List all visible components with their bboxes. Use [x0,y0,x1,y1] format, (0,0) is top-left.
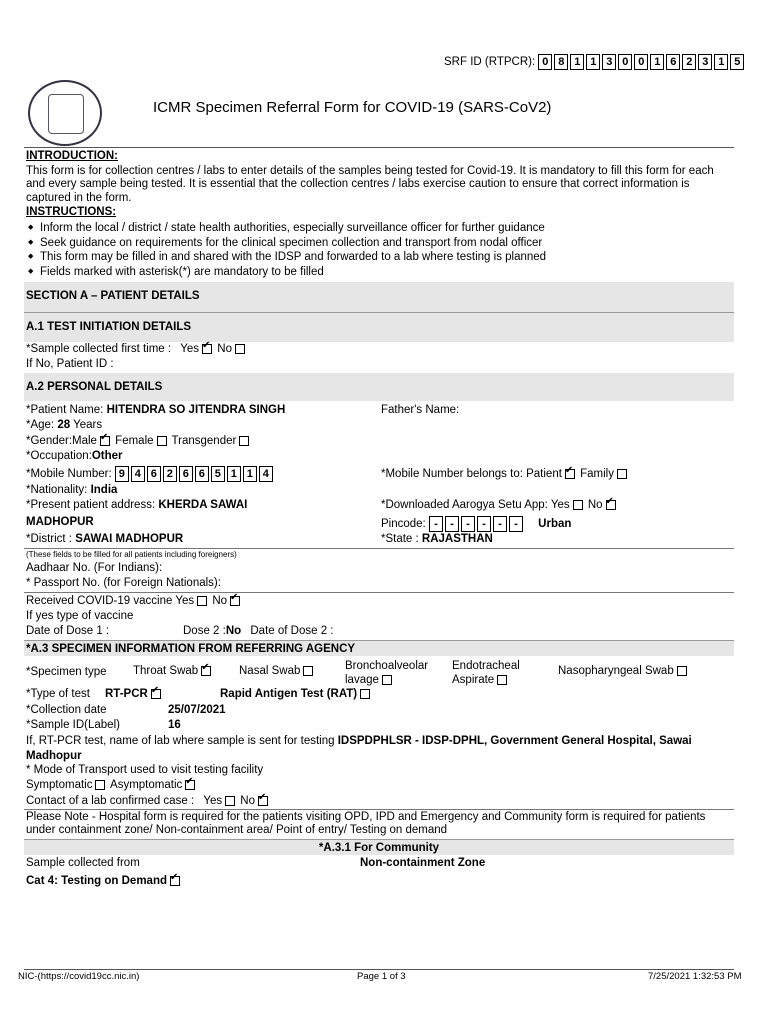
first-time-no-checkbox[interactable] [235,344,245,354]
mobile-digit-box: 5 [211,466,225,482]
state-row: *State : RAJASTHAN [381,533,493,545]
form-title: ICMR Specimen Referral Form for COVID-19 (SARS-CoV2) [153,99,552,116]
symptomatic-checkbox[interactable] [95,780,105,790]
pincode-digit-box: - [477,516,491,532]
aarogya-row: *Downloaded Aarogya Setu App: Yes No✔ [381,499,618,511]
mobile-digit-box: 1 [243,466,257,482]
broncho-checkbox[interactable] [382,675,392,685]
instruction-item: ◆ Inform the local / district / state health authorities, especially surveillance officer for further guidance [26,221,726,236]
transport-label: * Mode of Transport used to visit testing facility [26,764,264,776]
vaccine-row: Received COVID-19 vaccine Yes No✔ [26,595,242,607]
srf-digit-box: 0 [618,54,632,70]
patient-name-value: HITENDRA SO JITENDRA SINGH [106,404,286,416]
specimen-type-label: *Specimen type [26,666,107,678]
aarogya-yes-checkbox[interactable] [573,500,583,510]
pincode-digits [429,516,523,532]
mobile-belongs-row: *Mobile Number belongs to: Patient✔ Family [381,468,629,480]
section-a1-header: A.1 TEST INITIATION DETAILS [24,312,734,342]
srf-digit-box: 5 [730,54,744,70]
mobile-digit-box: 6 [147,466,161,482]
mobile-digit-box: 1 [227,466,241,482]
section-a31-header: *A.3.1 For Community [24,839,734,855]
pincode-digit-box: - [509,516,523,532]
mobile-digit-box: 9 [115,466,129,482]
gender-male-checkbox[interactable] [100,436,110,446]
lab-row: If, RT-PCR test, name of lab where sample is sent for testing IDSPDPHLSR - IDSP-DPHL, Government General Hospital, Sawai Madhopur [26,735,692,762]
instruction-item: ◆ Fields marked with asterisk(*) are mandatory to be filled [26,265,726,280]
srf-digit-box: 6 [666,54,680,70]
rat-option: Rapid Antigen Test (RAT) [220,688,372,700]
intro-text: This form is for collection centres / labs to enter details of the samples being tested for Covid-19. It is mandatory to fill this form for each and every sample being tested. It is essential that the collection centres / labs exercise caution to ensure that correct information is captured in the form. [26,165,714,204]
vaccine-yes-checkbox[interactable] [197,596,207,606]
vaccine-type-label: If yes type of vaccine [26,610,134,622]
gender-transgender-checkbox[interactable] [239,436,249,446]
vaccine-no-checkbox[interactable] [230,596,240,606]
aadhaar-label: Aadhaar No. (For Indians): [26,562,163,574]
srf-digit-box: 0 [634,54,648,70]
contact-no-checkbox[interactable] [258,796,268,806]
mobile-patient-checkbox[interactable] [565,469,575,479]
occupation-row: *Occupation:Other [26,450,123,462]
broncho-option: Bronchoalveolar lavage [345,660,429,686]
first-time-row: *Sample collected first time : Yes✔ No [26,343,247,355]
father-name-label: Father's Name: [381,404,460,416]
footer-page: Page 1 of 3 [357,971,406,982]
srf-digit-box: 1 [714,54,728,70]
hospital-note: Please Note - Hospital form is required for the patients visiting OPD, IPD and Emergency and Community form is required for patients under containment zone/ Non-containment area/ Point of entry/ Testing on demand [26,811,706,837]
srf-digit-box: 3 [698,54,712,70]
srf-id-field [444,54,744,70]
mobile-digit-box: 2 [163,466,177,482]
symptom-row: Symptomatic Asymptomatic✔ [26,779,197,791]
footer-url: NIC-(https://covid19cc.nic.in) [18,971,140,982]
nasal-swab-option: Nasal Swab [239,665,315,677]
patient-id-label: If No, Patient ID : [26,358,114,370]
throat-swab-option: Throat Swab✔ [133,665,213,677]
pincode-digit-box: - [429,516,443,532]
test-type-label: *Type of test [26,688,90,700]
naso-option: Nasopharyngeal Swab [558,665,689,677]
section-a2-header: A.2 PERSONAL DETAILS [24,373,734,401]
collection-date-value: 25/07/2021 [168,704,226,716]
srf-id-digits [538,54,744,70]
endo-checkbox[interactable] [497,675,507,685]
nasal-swab-checkbox[interactable] [303,666,313,676]
srf-digit-box: 8 [554,54,568,70]
instructions-list [26,221,726,279]
pincode-row: Pincode: - - - - - - Urban [381,518,572,531]
mobile-row: *Mobile Number: 9 4 6 2 6 6 5 1 1 4 [26,466,273,482]
category-row: Cat 4: Testing on Demand✔ [26,875,182,887]
contact-yes-checkbox[interactable] [225,796,235,806]
srf-digit-box: 1 [570,54,584,70]
address-line-2: MADHOPUR [26,516,94,528]
rtpcr-option: RT-PCR✔ [105,688,163,700]
pincode-digit-box: - [461,516,475,532]
collected-from-label: Sample collected from [26,857,140,869]
pincode-digit-box: - [493,516,507,532]
category-checkbox[interactable] [170,876,180,886]
footer-timestamp: 7/25/2021 1:32:53 PM [648,971,742,982]
dose1-label: Date of Dose 1 : [26,625,110,637]
sample-id-label: *Sample ID(Label) [26,719,120,731]
fields-note: (These fields to be filled for all patients including foreigners) [26,550,237,559]
icmr-logo-icon [28,80,102,146]
mobile-digit-box: 6 [195,466,209,482]
instructions-heading: INSTRUCTIONS: [26,206,117,218]
srf-digit-box: 1 [650,54,664,70]
throat-swab-checkbox[interactable] [201,666,211,676]
sample-id-value: 16 [168,719,181,731]
endo-option: Endotracheal Aspirate [452,660,520,686]
intro-heading: INTRODUCTION: [26,150,118,162]
mobile-digit-box: 4 [131,466,145,482]
section-a-header: SECTION A – PATIENT DETAILS [24,282,734,312]
srf-id-label: SRF ID (RTPCR): [444,56,536,69]
nationality-row: *Nationality: India [26,484,118,496]
instruction-item: ◆ Seek guidance on requirements for the clinical specimen collection and transport from nodal officer [26,236,726,251]
aarogya-no-checkbox[interactable] [606,500,616,510]
contact-row: Contact of a lab confirmed case : Yes No✔ [26,795,270,807]
mobile-family-checkbox[interactable] [617,469,627,479]
section-a3-header: *A.3 SPECIMEN INFORMATION FROM REFERRING AGENCY [24,640,734,656]
srf-digit-box: 0 [538,54,552,70]
age-row: *Age: 28 Years [26,419,103,431]
pincode-digit-box: - [445,516,459,532]
gender-row: *Gender:Male✔ Female Transgender [26,435,251,447]
srf-digit-box: 2 [682,54,696,70]
srf-digit-box: 1 [586,54,600,70]
rtpcr-checkbox[interactable] [151,689,161,699]
passport-label: * Passport No. (for Foreign Nationals): [26,577,221,589]
srf-digit-box: 3 [602,54,616,70]
collected-from-value: Non-containment Zone [360,857,486,869]
instruction-item: ◆ This form may be filled in and shared with the IDSP and forwarded to a lab where testing is planned [26,250,726,265]
mobile-digit-box: 6 [179,466,193,482]
asymptomatic-checkbox[interactable] [185,780,195,790]
first-time-yes-checkbox[interactable] [202,344,212,354]
dose2-row: Dose 2 :No Date of Dose 2 : [183,625,334,637]
district-row: *District : SAWAI MADHOPUR [26,533,184,545]
naso-checkbox[interactable] [677,666,687,676]
gender-female-checkbox[interactable] [157,436,167,446]
mobile-digits [115,466,273,482]
mobile-digit-box: 4 [259,466,273,482]
address-row: *Present patient address: KHERDA SAWAI [26,499,248,511]
patient-name-row: *Patient Name: HITENDRA SO JITENDRA SINGH [26,404,286,416]
rat-checkbox[interactable] [360,689,370,699]
collection-date-label: *Collection date [26,704,107,716]
